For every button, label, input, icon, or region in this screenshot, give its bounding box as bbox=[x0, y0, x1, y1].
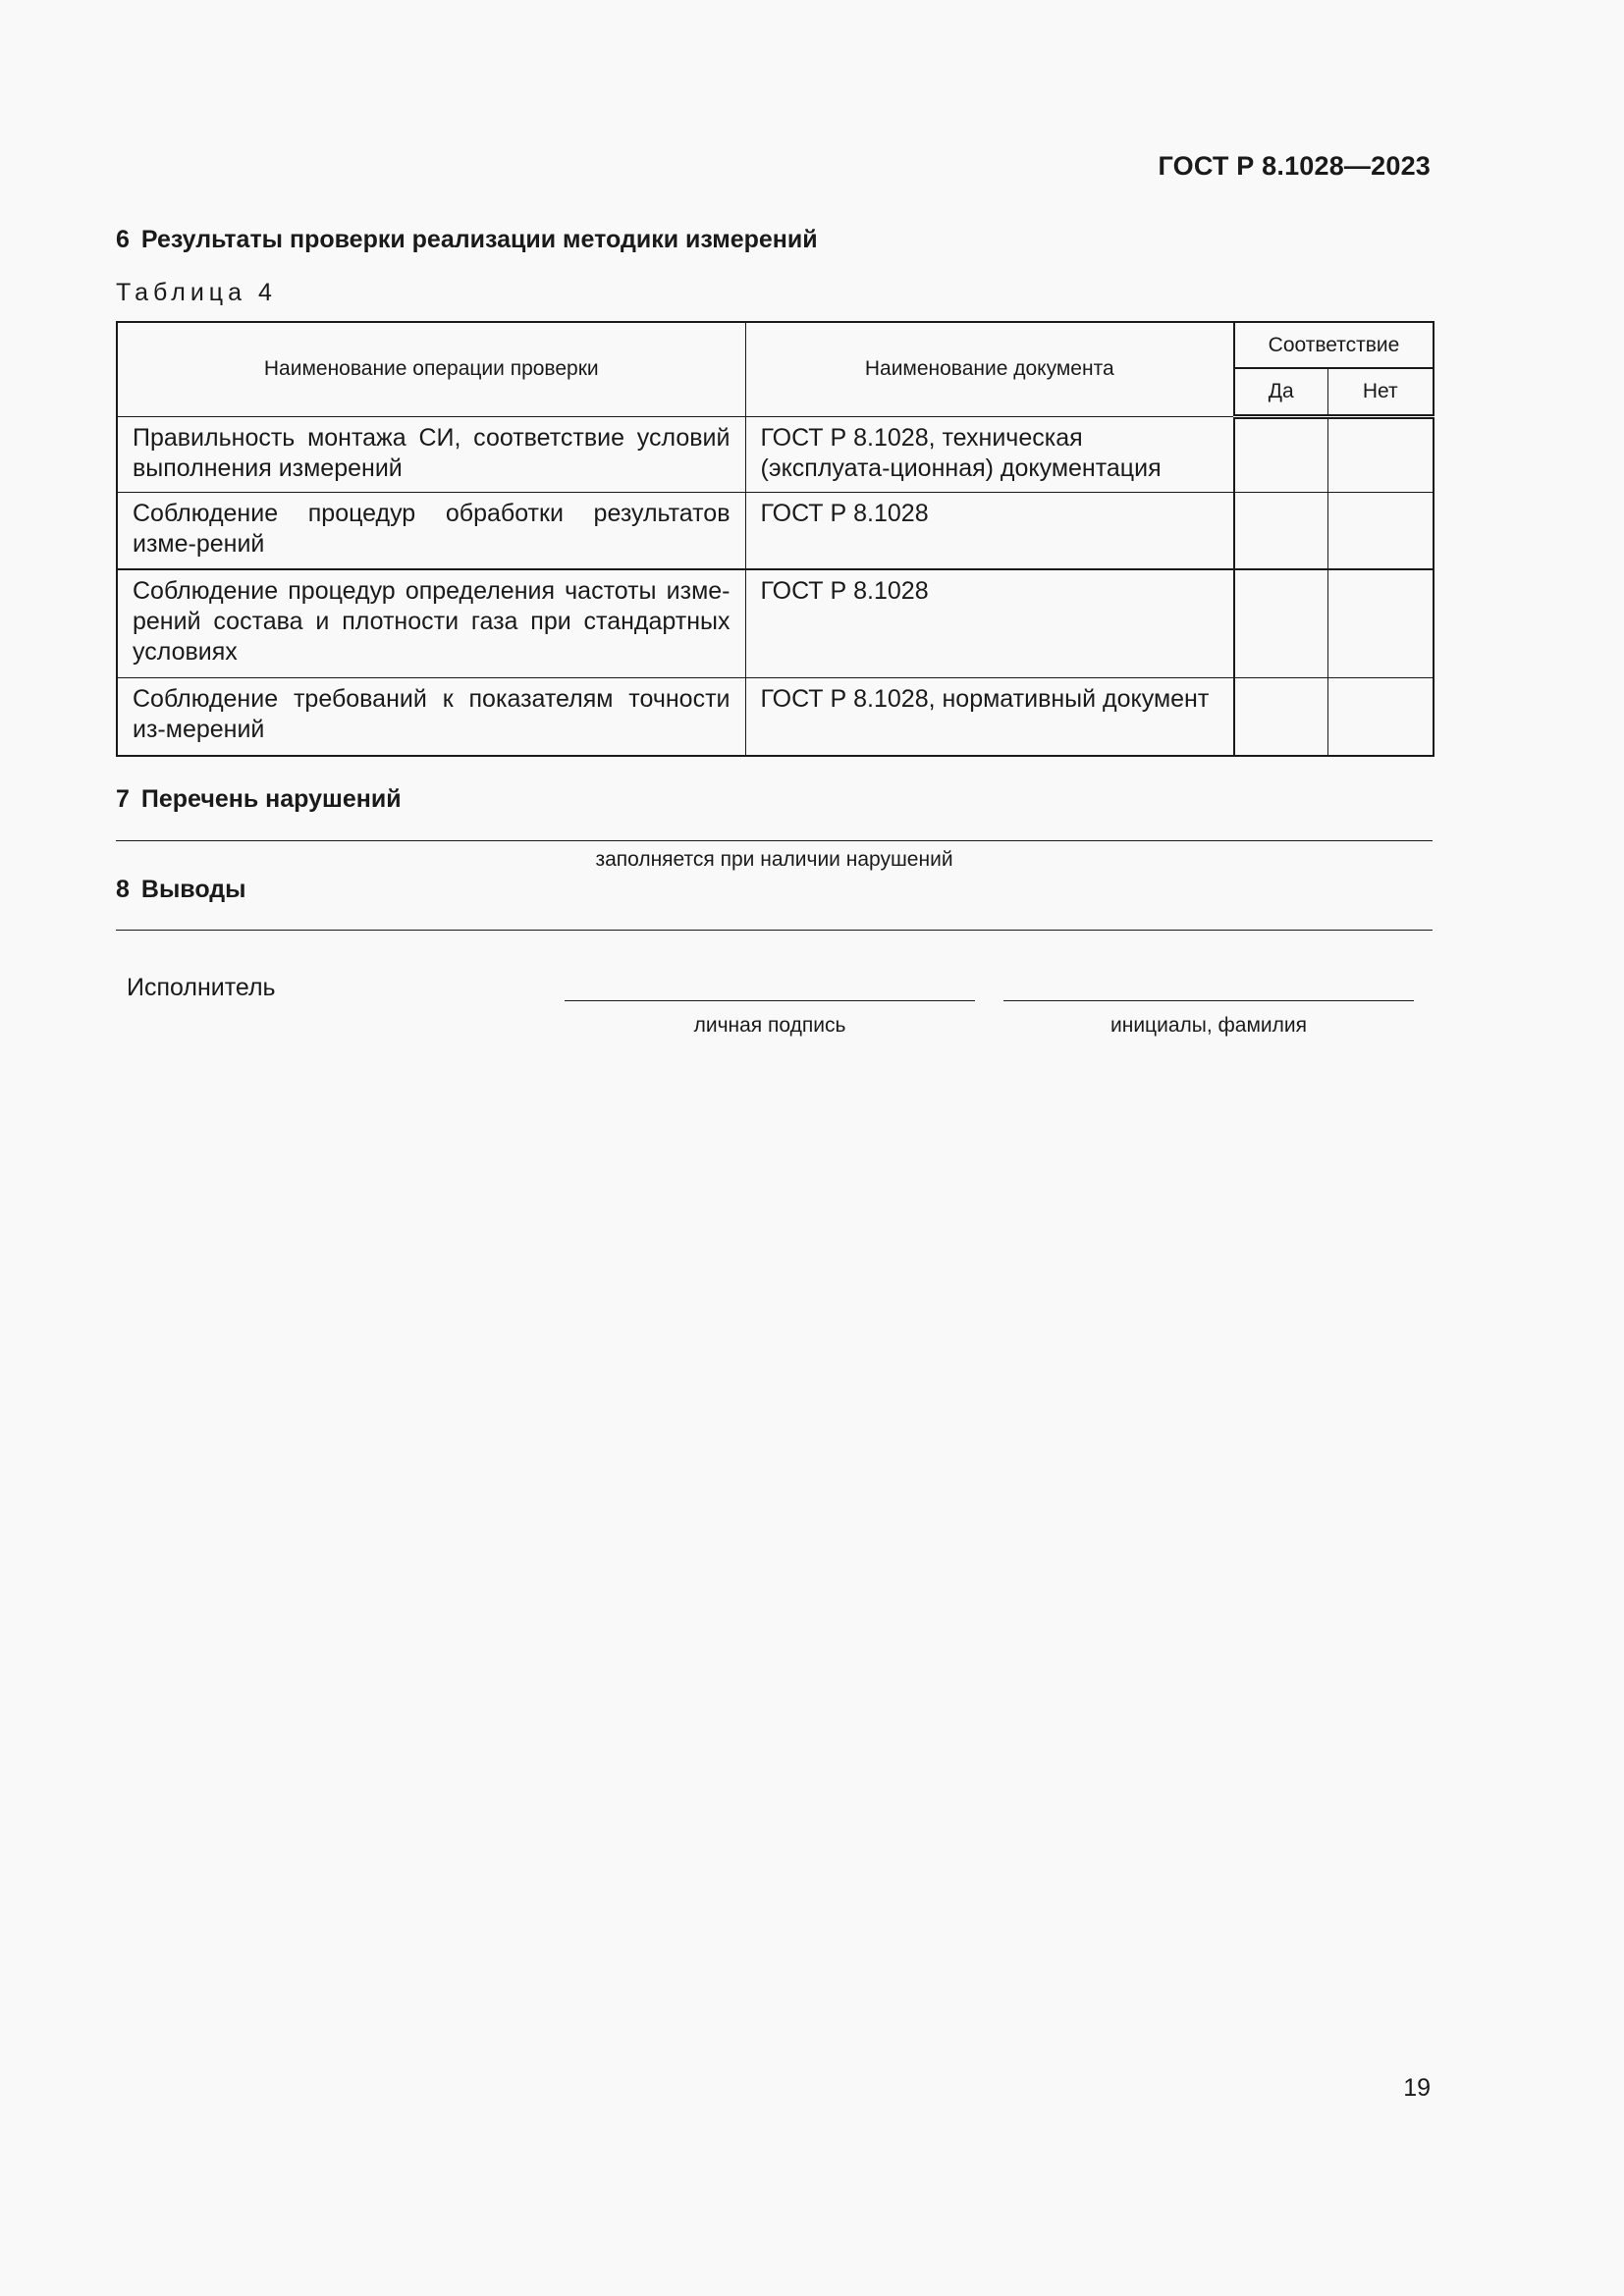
row-operation: Правильность монтажа СИ, соответствие условий выполнения измерений bbox=[117, 416, 745, 492]
row-no-cell[interactable] bbox=[1327, 677, 1434, 756]
row-yes-cell[interactable] bbox=[1234, 492, 1327, 569]
section-7-title: Перечень нарушений bbox=[140, 785, 402, 813]
header-yes: Да bbox=[1234, 368, 1327, 416]
section-7-heading bbox=[116, 785, 402, 814]
row-yes-cell[interactable] bbox=[1234, 677, 1327, 756]
violations-field-hint: заполняется при наличии нарушений bbox=[595, 848, 953, 871]
violations-field-line[interactable] bbox=[116, 840, 1433, 841]
row-yes-cell[interactable] bbox=[1234, 416, 1327, 492]
signature-line[interactable] bbox=[565, 1000, 975, 1001]
header-conformity: Соответствие bbox=[1234, 322, 1434, 368]
section-8-heading bbox=[116, 876, 246, 904]
row-no-cell[interactable] bbox=[1327, 416, 1434, 492]
row-document: ГОСТ Р 8.1028, техническая (эксплуата-ционная) документация bbox=[745, 416, 1234, 492]
row-document: ГОСТ Р 8.1028 bbox=[745, 492, 1234, 569]
verification-table bbox=[116, 321, 1435, 757]
page-number: 19 bbox=[1403, 2074, 1431, 2102]
row-no-cell[interactable] bbox=[1327, 492, 1434, 569]
row-operation: Соблюдение требований к показателям точности из-мерений bbox=[117, 677, 745, 756]
table-caption: Таблица 4 bbox=[116, 279, 277, 306]
section-6-title: Результаты проверки реализации методики измерений bbox=[140, 226, 818, 253]
header-document: Наименование документа bbox=[745, 322, 1234, 416]
signature-hint: личная подпись bbox=[693, 1014, 846, 1037]
row-yes-cell[interactable] bbox=[1234, 569, 1327, 677]
document-id: ГОСТ Р 8.1028—2023 bbox=[1158, 151, 1431, 181]
table-row bbox=[117, 569, 1434, 677]
section-8-title: Выводы bbox=[140, 876, 246, 903]
name-hint: инициалы, фамилия bbox=[1110, 1014, 1307, 1037]
section-6-number: 6 bbox=[116, 226, 130, 253]
table-row bbox=[117, 492, 1434, 569]
row-document: ГОСТ Р 8.1028 bbox=[745, 569, 1234, 677]
table-row bbox=[117, 677, 1434, 756]
header-operation: Наименование операции проверки bbox=[117, 322, 745, 416]
executor-label: Исполнитель bbox=[127, 974, 276, 1001]
row-document: ГОСТ Р 8.1028, нормативный документ bbox=[745, 677, 1234, 756]
header-no: Нет bbox=[1327, 368, 1434, 416]
conclusions-field-line[interactable] bbox=[116, 930, 1433, 931]
section-6-heading bbox=[116, 226, 818, 254]
row-no-cell[interactable] bbox=[1327, 569, 1434, 677]
section-8-number: 8 bbox=[116, 876, 130, 903]
table-row bbox=[117, 416, 1434, 492]
section-7-number: 7 bbox=[116, 785, 130, 813]
name-line[interactable] bbox=[1003, 1000, 1414, 1001]
row-operation: Соблюдение процедур определения частоты изме-рений состава и плотности газа при стандартных условиях bbox=[117, 569, 745, 677]
row-operation: Соблюдение процедур обработки результатов изме-рений bbox=[117, 492, 745, 569]
